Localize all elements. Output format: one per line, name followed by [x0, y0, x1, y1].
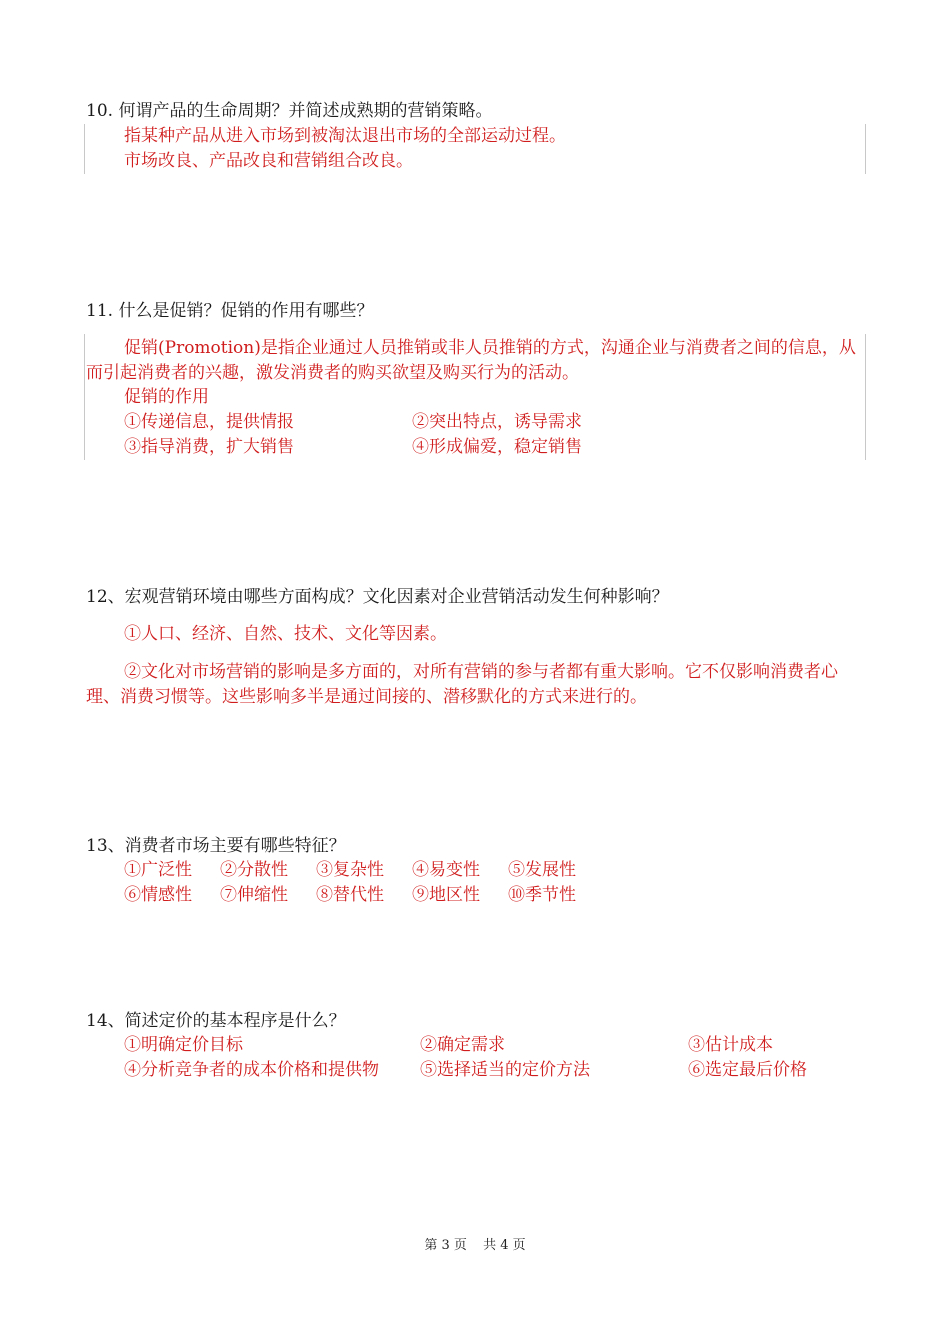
answer-11-role-3: ③指导消费，扩大销售: [124, 437, 294, 457]
feature-2: ②分散性: [220, 860, 288, 880]
page-footer: [0, 1234, 950, 1253]
question-10: 10. 何谓产品的生命周期？并简述成熟期的营销策略。: [86, 101, 493, 121]
feature-8: ⑧替代性: [316, 885, 384, 905]
answer-11-role-2: ②突出特点，诱导需求: [412, 412, 582, 432]
page-number: 第 3 页: [424, 1238, 467, 1253]
feature-7: ⑦伸缩性: [220, 885, 288, 905]
step-3: ③估计成本: [688, 1035, 773, 1055]
question-13: 13、消费者市场主要有哪些特征？: [86, 836, 346, 856]
question-12: 12、宏观营销环境由哪些方面构成？文化因素对企业营销活动发生何种影响？: [86, 587, 669, 607]
step-4: ④分析竞争者的成本价格和提供物: [124, 1060, 379, 1080]
feature-6: ⑥情感性: [124, 885, 192, 905]
feature-4: ④易变性: [412, 860, 480, 880]
answer-11-role-4: ④形成偏爱，稳定销售: [412, 437, 582, 457]
feature-3: ③复杂性: [316, 860, 384, 880]
question-11: 11. 什么是促销？促销的作用有哪些？: [86, 301, 374, 321]
answer-10-line-2: 市场改良、产品改良和营销组合改良。: [124, 151, 413, 171]
answer-11-definition: 促销(Promotion)是指企业通过人员推销或非人员推销的方式，沟通企业与消费者之间的信息，从而引起消费者的兴趣，激发消费者的购买欲望及购买行为的活动。: [86, 338, 856, 383]
page-total: 共 4 页: [483, 1238, 526, 1253]
step-5: ⑤选择适当的定价方法: [420, 1060, 590, 1080]
feature-5: ⑤发展性: [508, 860, 576, 880]
feature-1: ①广泛性: [124, 860, 192, 880]
feature-9: ⑨地区性: [412, 885, 480, 905]
step-6: ⑥选定最后价格: [688, 1060, 807, 1080]
answer-10-line-1: 指某种产品从进入市场到被淘汰退出市场的全部运动过程。: [124, 126, 566, 146]
step-1: ①明确定价目标: [124, 1035, 243, 1055]
answer-11-role-1: ①传递信息，提供情报: [124, 412, 294, 432]
question-14: 14、简述定价的基本程序是什么？: [86, 1011, 346, 1031]
feature-10: ⑩季节性: [508, 885, 576, 905]
step-2: ②确定需求: [420, 1035, 505, 1055]
answer-11-roles-title: 促销的作用: [124, 387, 209, 407]
answer-12-paragraph: ②文化对市场营销的影响是多方面的，对所有营销的参与者都有重大影响。它不仅影响消费者心理、消费习惯等。这些影响多半是通过间接的、潜移默化的方式来进行的。: [86, 662, 838, 707]
answer-12-line-1: ①人口、经济、自然、技术、文化等因素。: [124, 624, 447, 644]
